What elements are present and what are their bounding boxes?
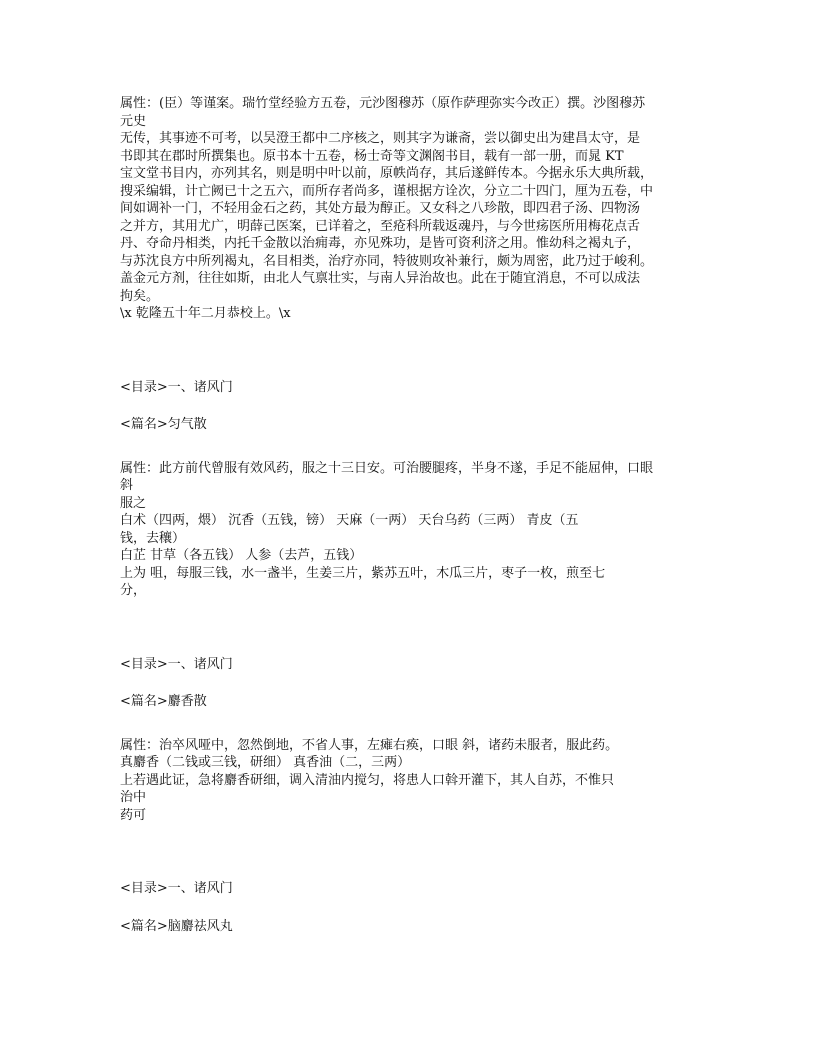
section-naoshe-qufeng-wan (120, 880, 700, 935)
section-title: <篇名>麝香散 (120, 694, 207, 709)
section-body-line: 上若遇此证，急将麝香研细，调入清油内搅匀，将患人口斡开灌下，其人自苏，不惟只 (120, 772, 615, 788)
section-body-line: 上为 咀，每服三钱，水一盏半，生姜三片，紫苏五叶，木瓜三片，枣子一枚，煎至七 (120, 565, 606, 581)
section-body-line: 钱，去穰） (120, 530, 186, 546)
section-body-line: 治中 (120, 790, 147, 805)
section-body-line: 服之 (120, 495, 147, 511)
section-catalog: <目录>一、诸风门 (120, 656, 233, 672)
section-body-line: 药可 (120, 807, 147, 823)
preface-line: 盖金元方剂，往往如斯，由北人气禀壮实，与南人异治故也。此在于随宜消息，不可以成法 (120, 271, 641, 286)
section-title: <篇名>脑麝祛风丸 (120, 918, 233, 934)
section-title: <篇名>匀气散 (120, 417, 207, 432)
section-body-line: 分， (120, 583, 147, 598)
preface-line: 搜采编辑，计亡阙已十之五六，而所存者尚多，谨根据方诠次，分立二十四门，厘为五卷，中 (120, 183, 654, 199)
preface-line: 书即其在郡时所撰集也。原书本十五卷，杨士奇等文渊阁书目，载有一部一册，而晁 KT (120, 148, 624, 164)
section-body-line: 真麝香（二钱或三钱，研细） 真香油（二，三两） (120, 755, 411, 770)
preface-line: 与苏沈良方中所列褐丸，名目相类，治疗亦同，特彼则攻补兼行，颇为周密，此乃过于峻利。 (120, 253, 654, 269)
section-body-line: 属性：治卒风哑中，忽然倒地，不省人事，左瘫右痪，口眼 斜，诸药未服者，服此药。 (120, 737, 619, 753)
section-body-line: 白术（四两，煨） 沉香（五钱，镑） 天麻（一两） 天台乌药（三两） 青皮（五 (120, 513, 579, 528)
section-catalog: <目录>一、诸风门 (120, 881, 233, 896)
document-page (120, 95, 700, 935)
section-catalog: <目录>一、诸风门 (120, 379, 233, 395)
preface-line: 属性：(臣）等谨案。瑞竹堂经验方五卷，元沙图穆苏（原作萨理弥实今改正）撰。沙图穆苏 (120, 96, 646, 111)
preface-line: 之并方，其用尤广，明薛己医案，已详着之，至疮科所载返魂丹，与今世疡医所用梅花点舌 (120, 218, 641, 234)
preface-line: \x 乾隆五十年二月恭校上。\x (120, 306, 291, 321)
preface-block (120, 95, 700, 323)
section-body-line: 白芷 甘草（各五钱） 人参（去芦，五钱） (120, 548, 363, 563)
section-yunqi-san (120, 379, 700, 600)
section-body-line: 斜 (120, 478, 134, 493)
section-body-line: 属性：此方前代曾服有效风药，服之十三日安。可治腰腿疼，半身不遂，手足不能屈伸，口眼 (120, 460, 654, 476)
preface-line: 间如调补一门，不轻用金石之药，其处方最为醇正。又女科之八珍散，即四君子汤、四物汤 (120, 201, 641, 216)
preface-line: 宝文堂书目内，亦列其名，则是明中叶以前，原帙尚存，其后遂鲜传本。今据永乐大典所载， (120, 166, 654, 181)
section-shexiang-san (120, 656, 700, 825)
preface-line: 无传，其事迹不可考，以吴澄王都中二序核之，则其字为谦斋，尝以御史出为建昌太守，是 (120, 131, 641, 146)
preface-line: 拘矣。 (120, 288, 160, 304)
preface-line: 丹、夺命丹相类，内托千金散以治痈毒，亦见殊功，是皆可资利济之用。惟幼科之褐丸子， (120, 236, 641, 251)
preface-line: 元史 (120, 113, 147, 129)
